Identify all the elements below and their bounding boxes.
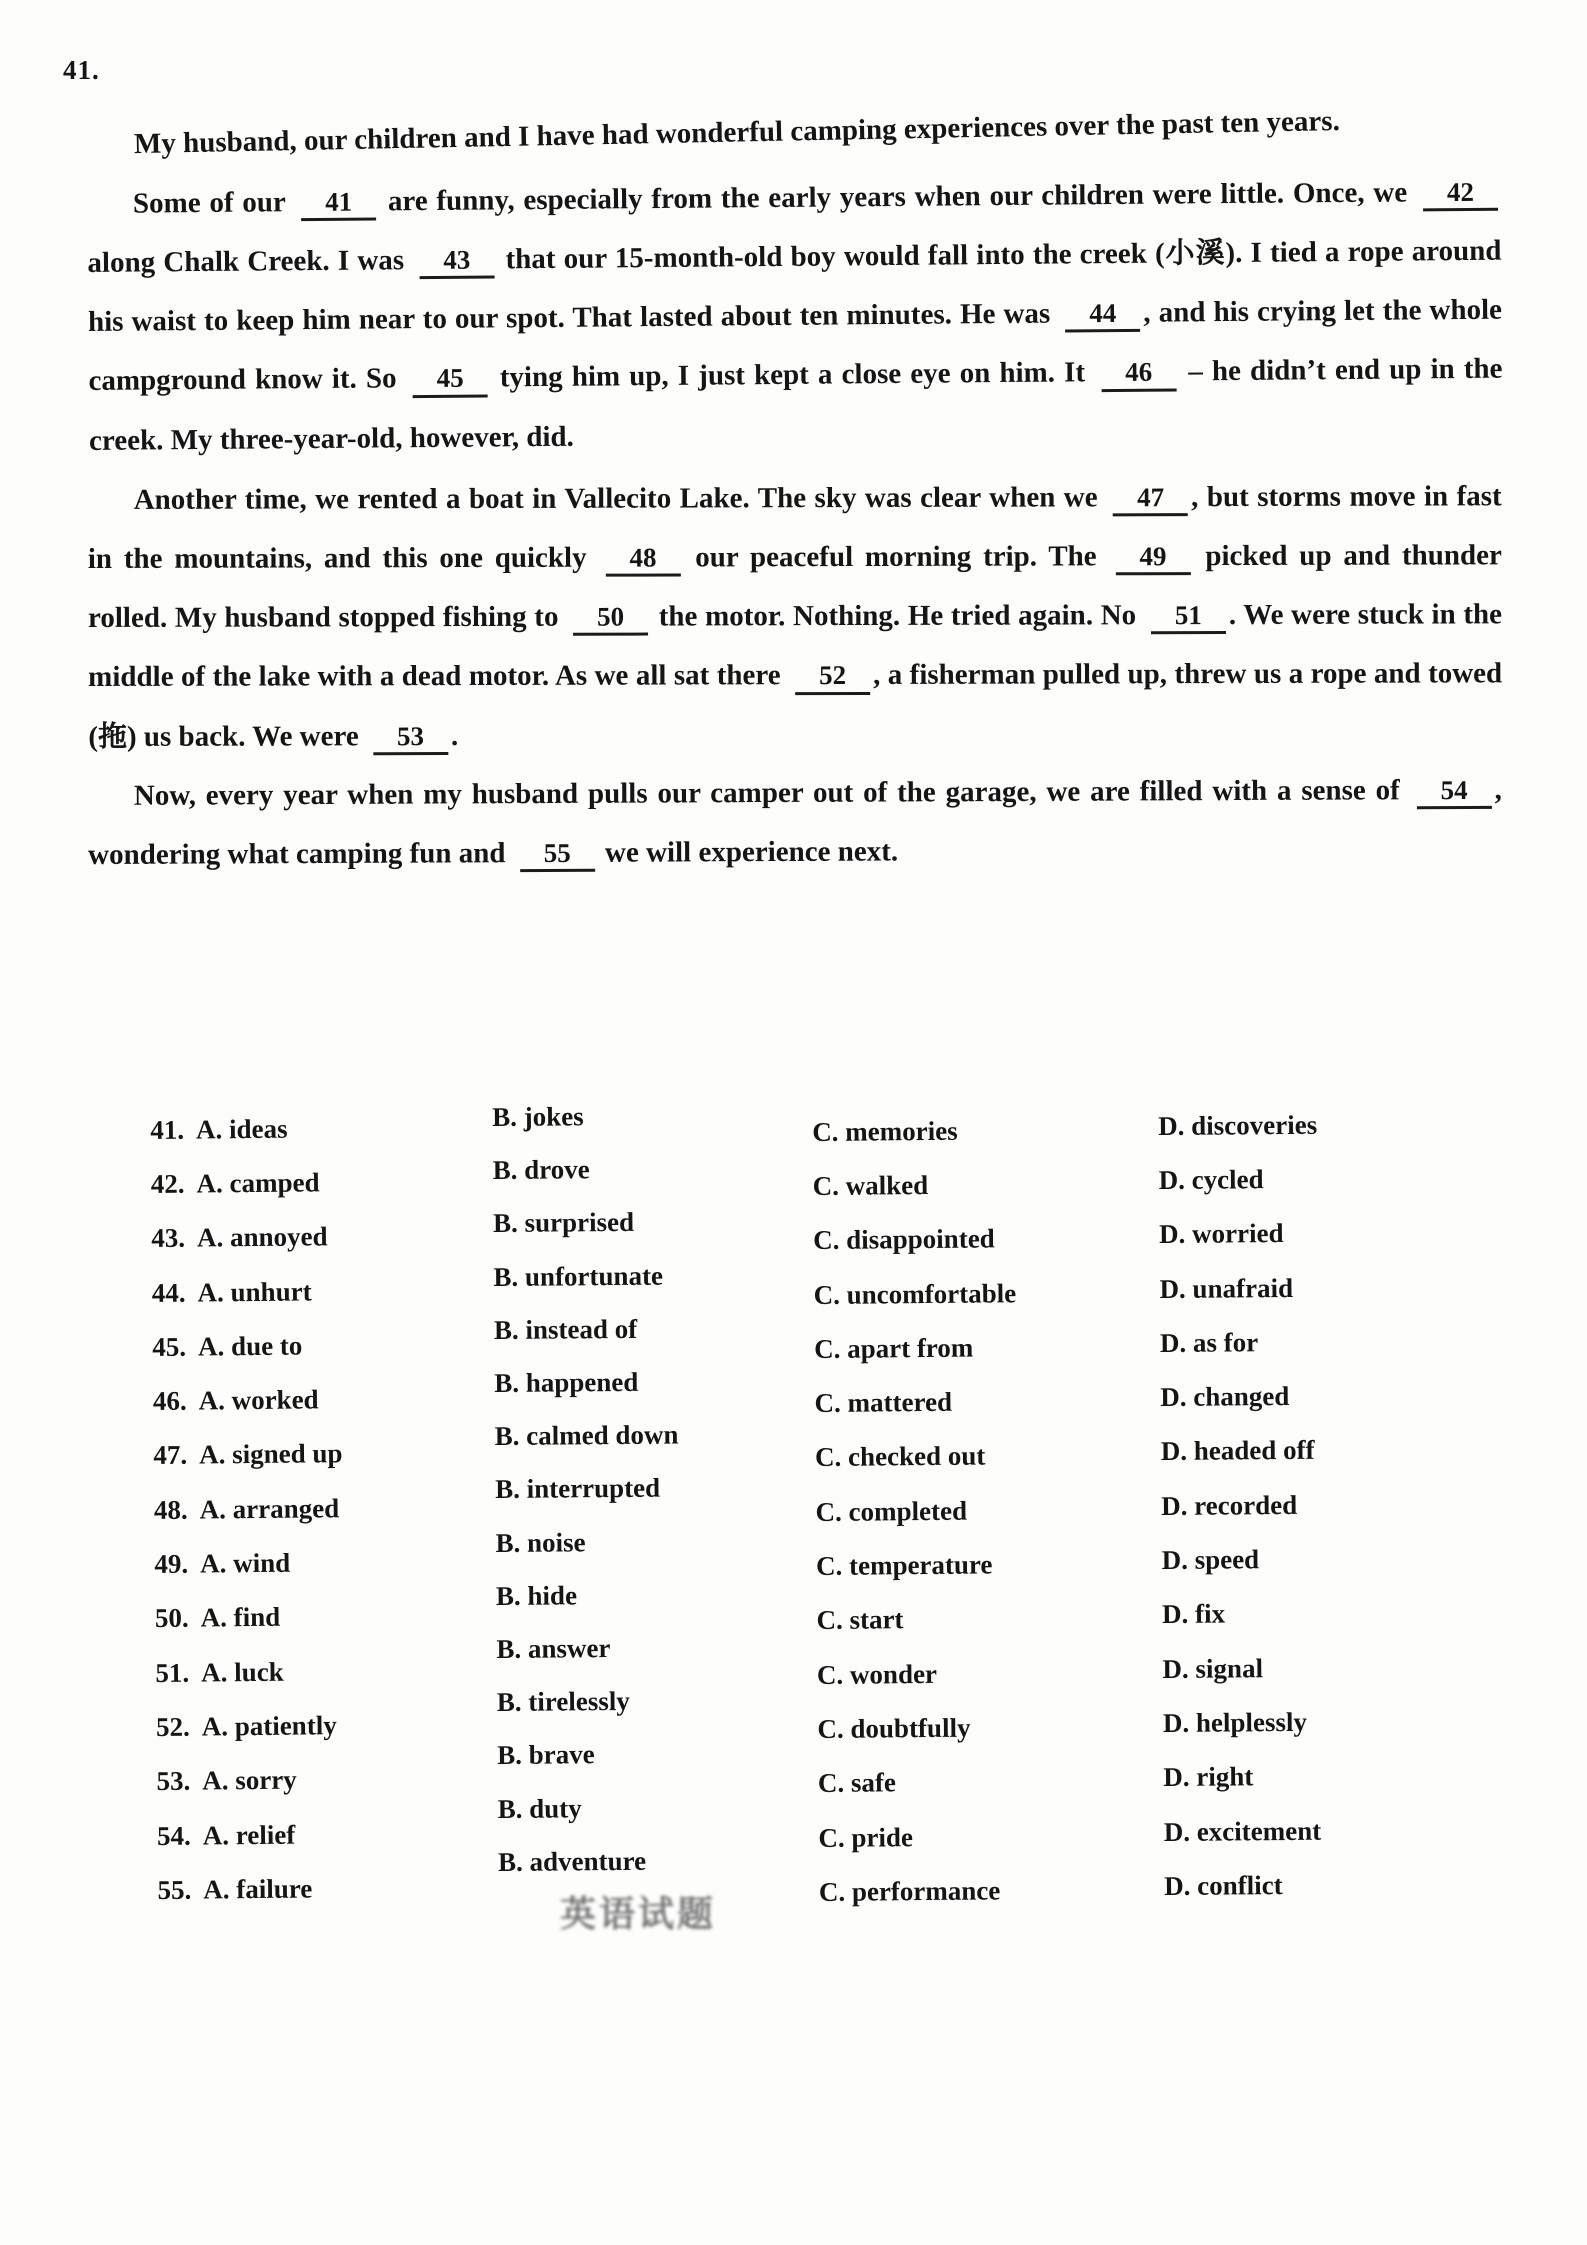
option-item [1160, 1369, 1319, 1425]
option-item [812, 1103, 1015, 1159]
blank-number: 43 [443, 244, 471, 276]
options-column-b [492, 1090, 682, 1889]
option-item [818, 1755, 1021, 1811]
option-item [496, 1568, 680, 1623]
blank-number: 50 [597, 601, 625, 632]
paragraph-3 [88, 467, 1503, 766]
option-item [1158, 1152, 1317, 1208]
option-item [154, 1536, 344, 1592]
blank-43 [419, 245, 494, 280]
option-a: A. annoyed [196, 1221, 328, 1253]
option-c: C. safe [817, 1767, 897, 1799]
option-d: D. headed off [1160, 1435, 1315, 1467]
option-d: D. worried [1158, 1218, 1284, 1250]
option-item [152, 1318, 342, 1374]
option-d: D. unafraid [1159, 1272, 1294, 1304]
paragraph-4 [88, 761, 1503, 885]
blank-number: 45 [436, 363, 464, 394]
passage-text: Some of our [132, 186, 286, 220]
option-b: B. surprised [492, 1207, 635, 1239]
option-d: D. cycled [1158, 1164, 1264, 1195]
option-b: B. tirelessly [496, 1686, 630, 1718]
blank-52 [795, 660, 870, 694]
blank-51 [1151, 600, 1226, 634]
option-item [813, 1212, 1016, 1268]
passage-text: . We were stuck in the middle of the lake with a dead motor. As we all sat there [88, 598, 1503, 694]
option-d: D. fix [1161, 1598, 1226, 1630]
option-item [1161, 1532, 1320, 1588]
paragraph-2 [87, 163, 1504, 471]
blank-number: 53 [396, 720, 424, 751]
question-number: 50. [154, 1602, 189, 1634]
option-item [1158, 1098, 1317, 1154]
option-item [816, 1592, 1019, 1648]
question-number: 52. [155, 1711, 190, 1742]
option-d: D. right [1163, 1761, 1254, 1793]
option-c: C. apart from [813, 1332, 974, 1364]
option-item [1163, 1695, 1322, 1751]
blank-number: 55 [543, 837, 571, 868]
option-c: C. temperature [815, 1549, 993, 1581]
passage-text: the motor. Nothing. He tried again. No [658, 599, 1137, 633]
option-c: C. start [816, 1604, 904, 1636]
blank-number: 42 [1446, 177, 1475, 208]
option-b: B. drove [492, 1154, 590, 1186]
blank-number: 51 [1174, 600, 1202, 631]
passage-text: picked up and thunder rolled. My husband stopped fishing to [87, 539, 1502, 635]
passage-text: we will experience next. [604, 835, 899, 869]
passage-text: our peaceful morning trip. The [695, 540, 1097, 574]
option-b: B. answer [496, 1633, 611, 1664]
passage-text: Now, every year when my husband pulls our camper out of the garage, we are filled with a sense of [133, 773, 1400, 812]
option-c: C. completed [815, 1495, 968, 1527]
option-d: D. discoveries [1158, 1109, 1318, 1141]
option-a: A. failure [203, 1873, 313, 1905]
option-a: A. camped [196, 1167, 320, 1199]
blank-44 [1065, 298, 1140, 333]
option-d: D. recorded [1161, 1489, 1298, 1521]
option-item [1161, 1478, 1320, 1534]
option-d: D. signal [1162, 1652, 1264, 1684]
blank-number: 54 [1440, 774, 1468, 805]
option-b: B. interrupted [495, 1473, 661, 1505]
option-d: D. as for [1159, 1327, 1259, 1358]
option-c: C. mattered [814, 1386, 953, 1419]
option-item [1159, 1206, 1318, 1262]
option-c: C. checked out [814, 1440, 986, 1473]
question-number: 43. [151, 1222, 186, 1254]
question-number: 49. [154, 1548, 189, 1579]
blank-53 [373, 721, 448, 755]
option-d: D. excitement [1163, 1815, 1322, 1847]
passage-text: along Chalk Creek. I was [87, 244, 405, 280]
option-item [156, 1753, 346, 1809]
blank-45 [413, 363, 488, 398]
question-number: 41. [150, 1114, 185, 1145]
option-item [494, 1355, 678, 1410]
passage-text: , and his crying let the whole campground know it. So [88, 294, 1503, 398]
question-number: 44. [151, 1277, 186, 1308]
option-d: D. conflict [1164, 1869, 1283, 1901]
option-a: A. arranged [199, 1492, 340, 1525]
blank-number: 46 [1125, 357, 1153, 388]
option-b: B. adventure [497, 1845, 647, 1877]
blank-number: 41 [324, 186, 353, 218]
passage-text: are funny, especially from the early years when our children were little. Once, we [387, 176, 1408, 218]
option-a: A. unhurt [197, 1275, 312, 1308]
option-a: A. worked [198, 1384, 319, 1416]
option-item [151, 1155, 341, 1211]
option-c: C. walked [812, 1169, 929, 1201]
option-item [1163, 1749, 1322, 1805]
options-column-d [1158, 1098, 1323, 1914]
option-c: C. memories [812, 1115, 958, 1147]
blank-55 [520, 838, 595, 872]
options-list [0, 1103, 1587, 1933]
option-d: D. speed [1161, 1544, 1260, 1576]
blank-46 [1101, 357, 1176, 392]
option-item [497, 1675, 681, 1730]
passage-text: , a fisherman pulled up, threw us a rope and towed (拖) us back. We were [88, 657, 1503, 753]
question-number: 51. [155, 1657, 190, 1688]
blank-50 [573, 602, 648, 636]
question-number: 54. [156, 1820, 191, 1851]
option-b: B. noise [495, 1526, 586, 1558]
option-item [155, 1590, 345, 1646]
option-item [497, 1781, 681, 1836]
option-b: B. calmed down [494, 1419, 679, 1452]
paragraph-1 [87, 89, 1502, 175]
option-item [495, 1515, 679, 1570]
option-item [1164, 1858, 1323, 1914]
option-item [1162, 1586, 1321, 1642]
option-c: C. disappointed [813, 1223, 995, 1256]
option-item [155, 1644, 345, 1700]
option-item [1159, 1261, 1318, 1317]
blank-47 [1113, 482, 1188, 516]
option-a: A. sorry [202, 1764, 297, 1796]
blank-number: 47 [1137, 482, 1165, 513]
blank-41 [301, 187, 376, 222]
option-item [494, 1302, 678, 1357]
blank-48 [605, 543, 680, 577]
question-number: 45. [152, 1331, 187, 1362]
option-item [1160, 1315, 1319, 1371]
option-item [1164, 1804, 1323, 1860]
option-item [154, 1481, 344, 1537]
option-a: A. find [200, 1602, 281, 1633]
blank-49 [1115, 541, 1190, 575]
question-number: 47. [153, 1440, 188, 1471]
option-d: D. changed [1160, 1381, 1290, 1413]
blank-number: 44 [1089, 298, 1117, 329]
option-a: A. patiently [201, 1710, 337, 1742]
option-item [496, 1621, 680, 1676]
option-a: A. due to [197, 1330, 303, 1362]
question-number: 42. [150, 1168, 185, 1199]
blank-54 [1417, 775, 1492, 809]
question-number: 46. [152, 1385, 187, 1417]
option-item [1161, 1424, 1320, 1480]
option-c: C. performance [818, 1875, 1001, 1907]
option-item [495, 1462, 679, 1517]
option-item [153, 1427, 343, 1483]
option-item [498, 1834, 682, 1889]
blank-number: 48 [629, 542, 657, 573]
question-number: 48. [153, 1494, 188, 1525]
passage-text: – he didn’t end up in the creek. My three-year-old, however, did. [88, 353, 1503, 457]
option-item [816, 1538, 1019, 1594]
blank-number: 52 [819, 660, 847, 691]
option-c: C. wonder [816, 1658, 938, 1690]
option-item [151, 1210, 341, 1266]
option-item [150, 1101, 340, 1157]
option-item [817, 1646, 1020, 1702]
option-item [156, 1698, 346, 1754]
question-number: 53. [156, 1765, 191, 1797]
option-b: B. hide [495, 1580, 578, 1611]
passage-text: . [450, 719, 459, 752]
option-c: C. doubtfully [817, 1712, 971, 1744]
option-item [157, 1807, 347, 1863]
option-d: D. helplessly [1162, 1706, 1308, 1738]
option-item [817, 1700, 1020, 1756]
option-a: A. ideas [195, 1113, 288, 1145]
blank-number: 49 [1139, 541, 1167, 572]
option-b: B. brave [497, 1739, 595, 1771]
option-c: C. uncomfortable [813, 1277, 1017, 1310]
option-item [497, 1728, 681, 1783]
passage-text: Another time, we rented a boat in Vallecito Lake. The sky was clear when we [133, 481, 1098, 516]
option-item [815, 1483, 1018, 1539]
option-item [814, 1320, 1017, 1376]
options-column-c [812, 1103, 1022, 1919]
cloze-passage [87, 104, 1503, 885]
option-b: B. duty [497, 1792, 582, 1824]
option-a: A. luck [201, 1656, 284, 1688]
footer-caption: 英语试题 [560, 1894, 717, 1934]
option-a: A. wind [200, 1547, 291, 1579]
page-corner-label: 41. [63, 55, 100, 85]
passage-text: , but storms move in fast in the mountains, and this one quickly [87, 480, 1502, 576]
option-item [152, 1264, 342, 1320]
option-item [492, 1090, 676, 1145]
option-item [157, 1861, 347, 1917]
passage-text: My husband, our children and I have had wonderful camping experiences over the past ten years. [133, 104, 1341, 161]
option-item [153, 1373, 343, 1429]
option-item [493, 1249, 677, 1304]
option-item [812, 1158, 1015, 1214]
option-b: B. happened [494, 1366, 639, 1399]
option-b: B. unfortunate [493, 1260, 664, 1292]
option-a: A. signed up [198, 1438, 343, 1470]
option-c: C. pride [818, 1821, 914, 1853]
option-item [495, 1409, 679, 1464]
passage-text: tying him up, I just kept a close eye on him. It [499, 356, 1086, 395]
option-b: B. jokes [492, 1101, 584, 1133]
option-a: A. relief [202, 1819, 296, 1851]
question-number: 55. [157, 1874, 192, 1905]
option-b: B. instead of [493, 1313, 638, 1345]
passage-text: , wondering what camping fun and [88, 773, 1502, 871]
options-column-a [150, 1101, 347, 1917]
passage-text: that our 15-month-old boy would fall into the creek (小溪). I tied a rope around his waist to keep him near to our spot. That lasted about ten minutes. He was [87, 234, 1502, 339]
blank-42 [1423, 177, 1498, 212]
option-item [492, 1143, 676, 1198]
option-item [819, 1863, 1022, 1919]
option-item [813, 1266, 1016, 1322]
option-item [818, 1809, 1021, 1865]
option-item [814, 1375, 1017, 1431]
option-item [815, 1429, 1018, 1485]
option-item [493, 1196, 677, 1251]
option-item [1162, 1641, 1321, 1697]
